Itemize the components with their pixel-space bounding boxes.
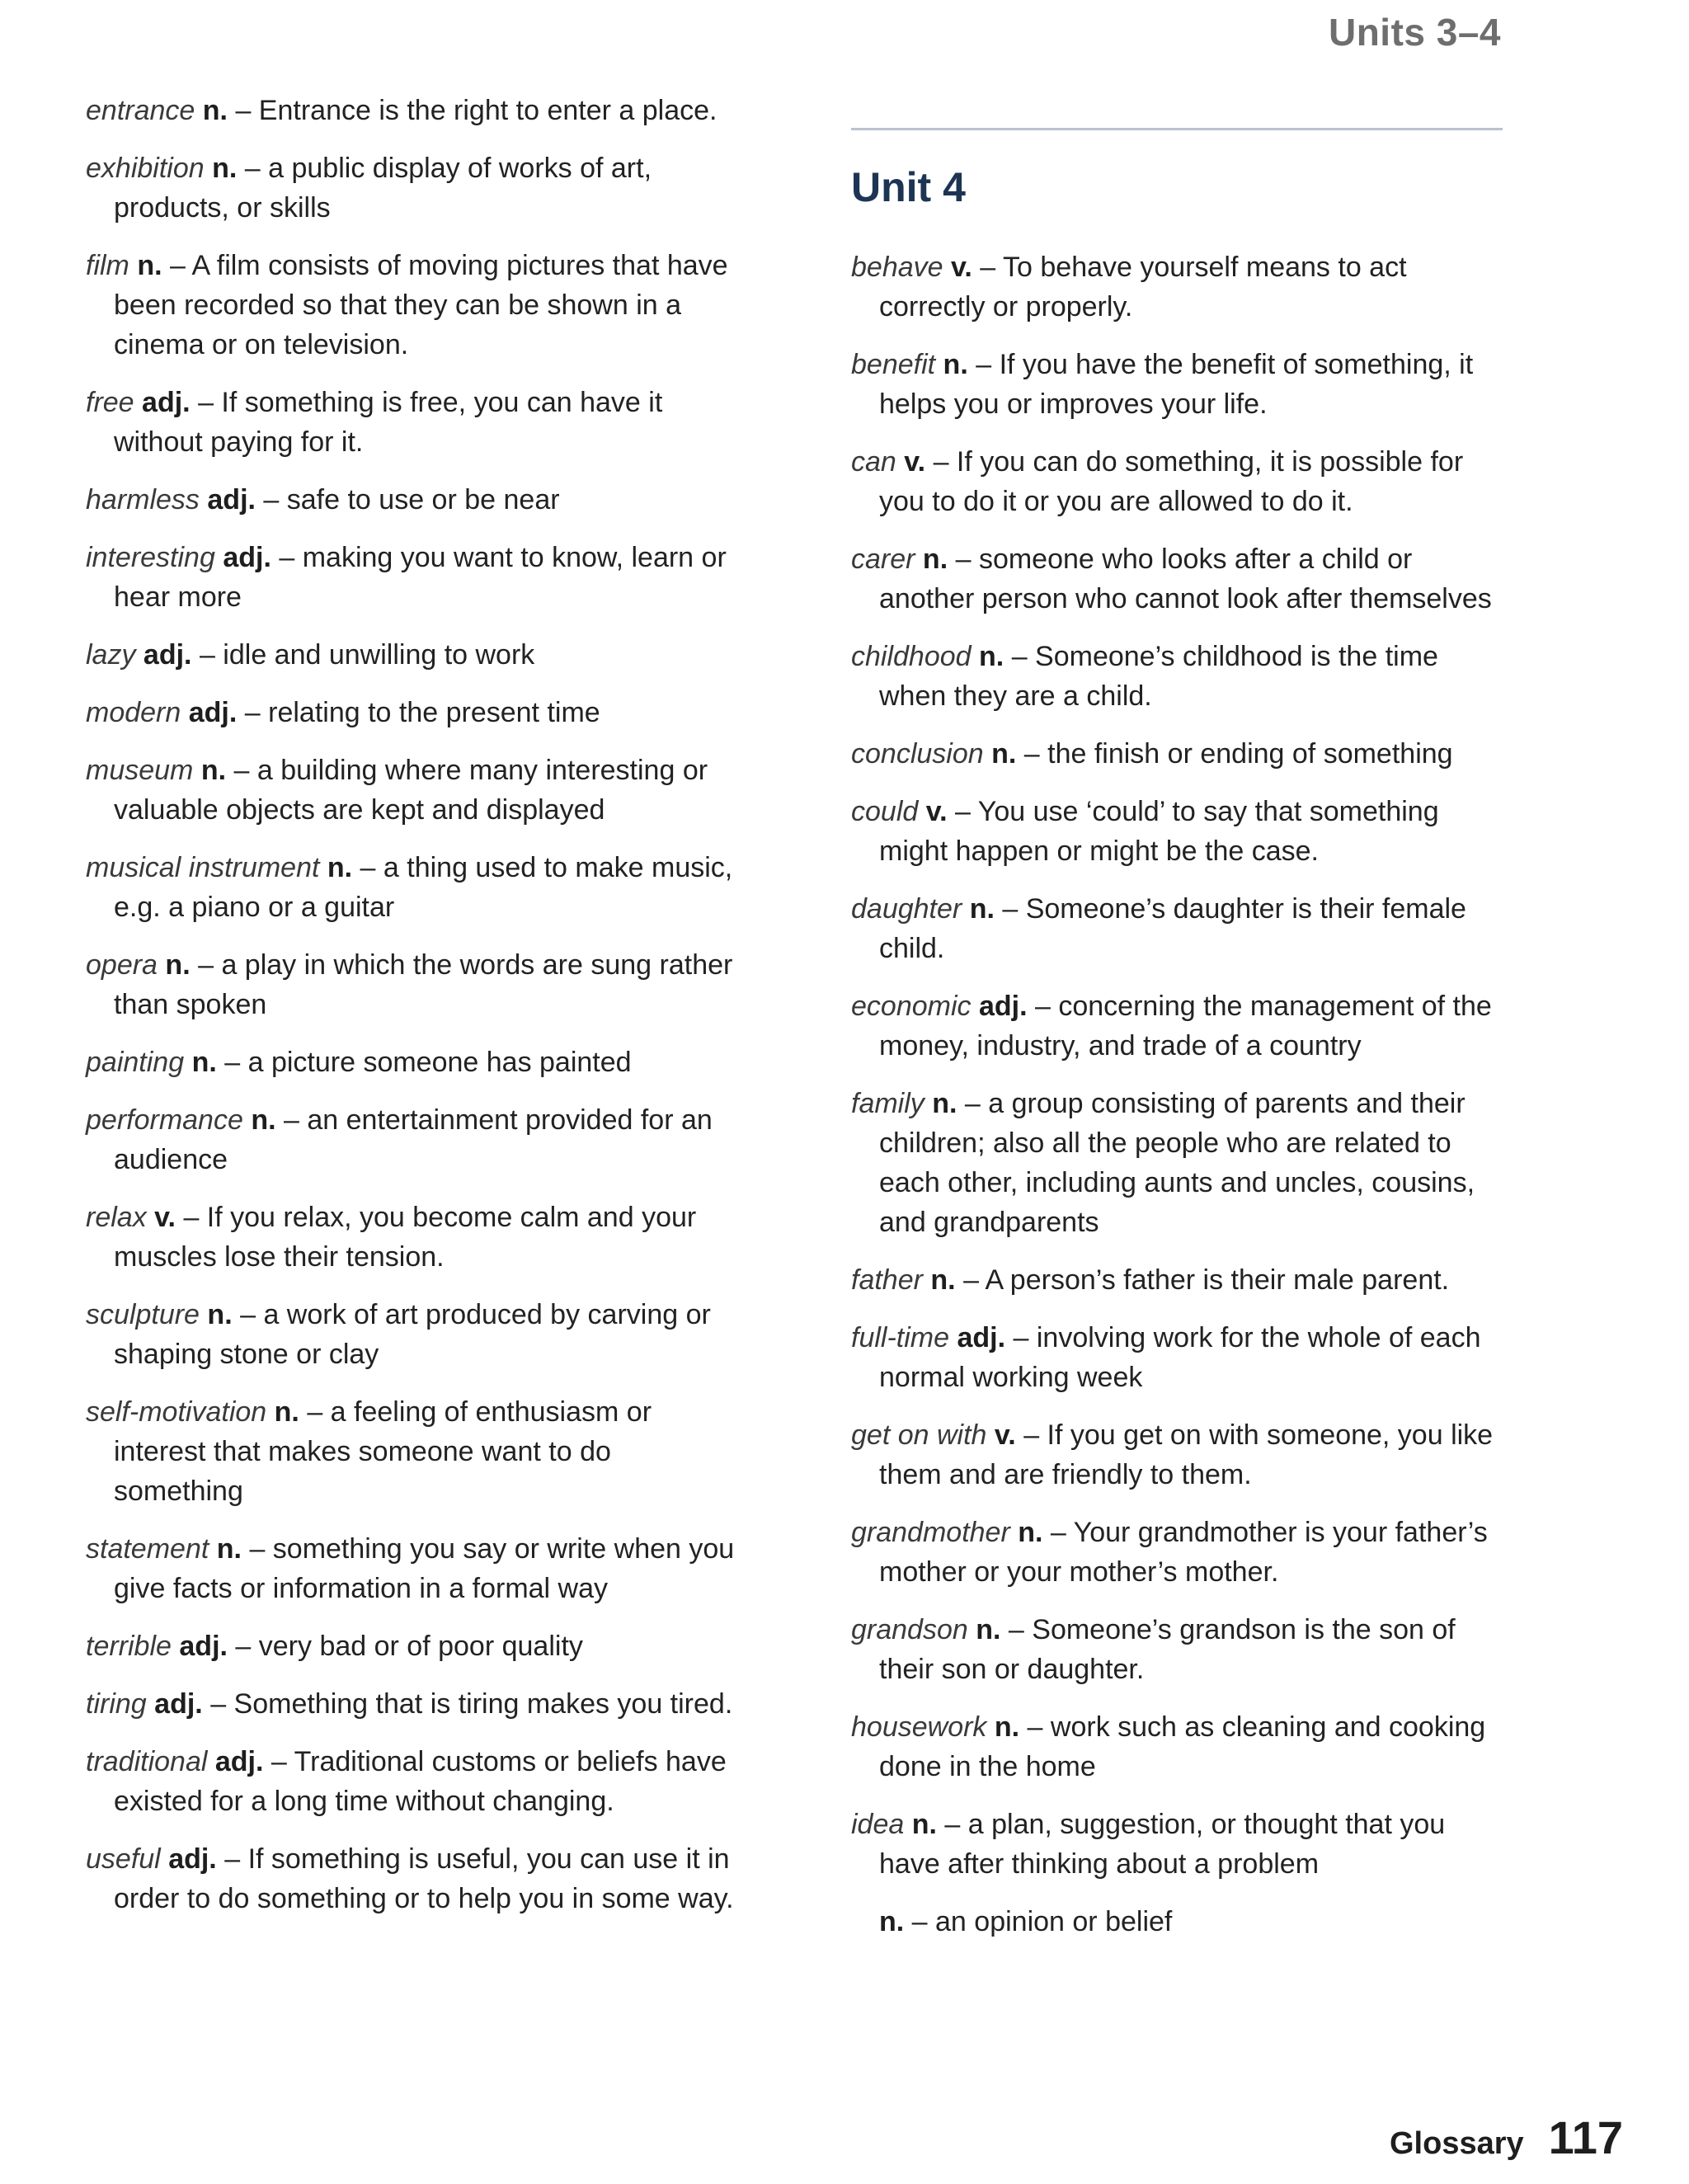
entry-part-of-speech: n. <box>979 641 1004 672</box>
entry-part-of-speech: adj. <box>207 484 256 515</box>
entry-definition: – a public display of works of art, products, or skills <box>114 153 652 224</box>
entry-term: free <box>86 387 134 418</box>
entry-term: opera <box>86 949 158 981</box>
entry-definition: – concerning the management of the money, industry, and trade of a country <box>879 991 1492 1061</box>
entry-part-of-speech: adj. <box>179 1631 228 1662</box>
entry-part-of-speech: n. <box>202 95 228 126</box>
entry-definition: – a building where many interesting or valuable objects are kept and displayed <box>114 755 708 826</box>
glossary-entry <box>86 848 746 927</box>
entry-part-of-speech: n. <box>200 755 227 786</box>
entry-definition: – a plan, suggestion, or thought that you have after thinking about a problem <box>879 1809 1446 1880</box>
glossary-entry <box>86 538 746 617</box>
entry-definition: – very bad or of poor quality <box>235 1631 583 1662</box>
entry-part-of-speech: adj. <box>223 542 271 573</box>
entry-term: lazy <box>86 639 136 671</box>
left-entries-list <box>86 91 746 1918</box>
entry-part-of-speech: adj. <box>143 639 192 671</box>
entry-definition: – an entertainment provided for an audience <box>114 1104 713 1175</box>
glossary-entry <box>86 1100 746 1179</box>
glossary-entry <box>86 91 746 130</box>
entry-definition: – safe to use or be near <box>263 484 560 515</box>
entry-definition: – A film consists of moving pictures that have been recorded so that they can be shown in a cinema or on television. <box>114 250 728 360</box>
glossary-entry <box>851 1805 1511 1884</box>
entry-part-of-speech: adj. <box>978 991 1028 1022</box>
entry-definition: – Traditional customs or beliefs have existed for a long time without changing. <box>114 1746 727 1817</box>
entry-term: father <box>851 1264 923 1296</box>
entry-term: full-time <box>851 1322 950 1353</box>
entry-term: family <box>851 1088 924 1119</box>
entry-definition: – Someone’s daughter is their female child. <box>879 893 1466 964</box>
entry-definition: – work such as cleaning and cooking done in the home <box>879 1711 1486 1782</box>
entry-definition: – a work of art produced by carving or shaping stone or clay <box>114 1299 711 1370</box>
entry-term: modern <box>86 697 181 728</box>
entry-definition: – making you want to know, learn or hear more <box>114 542 727 613</box>
entry-part-of-speech: adj. <box>214 1746 264 1777</box>
glossary-entry <box>86 1295 746 1374</box>
entry-term: interesting <box>86 542 215 573</box>
entry-term: film <box>86 250 129 281</box>
entry-term: relax <box>86 1202 147 1233</box>
entry-definition: – a group consisting of parents and their children; also all the people who are related to each other, including aunts and uncles, cousins, and grandparents <box>879 1088 1475 1238</box>
entry-term: housework <box>851 1711 987 1743</box>
glossary-entry <box>86 1626 746 1666</box>
entry-part-of-speech: v. <box>994 1419 1016 1451</box>
glossary-entry <box>851 442 1511 521</box>
entry-part-of-speech: n. <box>932 1088 957 1119</box>
entry-part-of-speech: n. <box>922 544 948 575</box>
glossary-entry <box>851 1902 1511 1942</box>
entry-definition: – something you say or write when you give facts or information in a formal way <box>114 1533 735 1604</box>
entry-definition: – Something that is tiring makes you tired. <box>210 1688 733 1720</box>
entry-part-of-speech: n. <box>165 949 191 981</box>
entry-part-of-speech: n. <box>137 250 162 281</box>
entry-part-of-speech: v. <box>951 252 972 283</box>
entry-part-of-speech: n. <box>251 1104 276 1136</box>
entry-definition: – If you have the benefit of something, it helps you or improves your life. <box>879 349 1474 420</box>
left-column <box>86 91 746 1937</box>
entry-definition: – involving work for the whole of each normal working week <box>879 1322 1481 1393</box>
entry-part-of-speech: adj. <box>154 1688 203 1720</box>
entry-part-of-speech: adj. <box>957 1322 1006 1353</box>
entry-part-of-speech: n. <box>207 1299 233 1330</box>
entry-definition: – If something is useful, you can use it in order to do something or to help you in some way. <box>114 1843 734 1914</box>
entry-part-of-speech: adj. <box>188 697 238 728</box>
glossary-entry <box>851 1318 1511 1397</box>
entry-definition: – an opinion or belief <box>911 1906 1173 1937</box>
entry-part-of-speech: adj. <box>168 1843 217 1875</box>
entry-term: carer <box>851 544 915 575</box>
entry-term: self-motivation <box>86 1396 267 1428</box>
entry-definition: – relating to the present time <box>244 697 600 728</box>
glossary-entry <box>851 1610 1511 1689</box>
glossary-entry <box>86 148 746 228</box>
glossary-entry <box>851 986 1511 1066</box>
entry-term: sculpture <box>86 1299 200 1330</box>
entry-definition: – If you get on with someone, you like them and are friendly to them. <box>879 1419 1494 1490</box>
entry-term: tiring <box>86 1688 147 1720</box>
glossary-entry <box>86 1392 746 1511</box>
entry-part-of-speech: n. <box>976 1614 1001 1645</box>
unit-title: Unit 4 <box>851 164 966 210</box>
glossary-entry <box>86 751 746 830</box>
glossary-entry <box>851 889 1511 968</box>
entry-part-of-speech: adj. <box>142 387 191 418</box>
entry-term: idea <box>851 1809 905 1840</box>
entry-term: conclusion <box>851 738 984 770</box>
entry-term: childhood <box>851 641 972 672</box>
entry-part-of-speech: v. <box>925 796 948 827</box>
glossary-entry <box>851 792 1511 871</box>
entry-definition: – the finish or ending of something <box>1023 738 1453 770</box>
entry-term: performance <box>86 1104 243 1136</box>
entry-part-of-speech: n. <box>274 1396 299 1428</box>
entry-term: exhibition <box>86 153 205 184</box>
entry-definition: – Someone’s grandson is the son of their son or daughter. <box>879 1614 1456 1685</box>
glossary-entry <box>86 1043 746 1082</box>
entry-part-of-speech: v. <box>154 1202 176 1233</box>
glossary-entry <box>851 637 1511 716</box>
entry-term: painting <box>86 1047 185 1078</box>
entry-part-of-speech: n. <box>191 1047 217 1078</box>
entry-term: could <box>851 796 919 827</box>
entry-part-of-speech: n. <box>991 738 1017 770</box>
glossary-entry <box>851 1084 1511 1242</box>
entry-part-of-speech: n. <box>911 1809 937 1840</box>
entry-definition: – If you can do something, it is possible for you to do it or you are allowed to do it. <box>879 446 1464 517</box>
entry-definition: – someone who looks after a child or another person who cannot look after themselves <box>879 544 1492 614</box>
footer-label: Glossary <box>1390 2126 1524 2161</box>
entry-term: harmless <box>86 484 200 515</box>
entry-term: useful <box>86 1843 161 1875</box>
glossary-entry <box>86 1198 746 1277</box>
entry-term: terrible <box>86 1631 172 1662</box>
entry-definition: – Someone’s childhood is the time when they are a child. <box>879 641 1438 712</box>
entry-term: musical instrument <box>86 852 320 883</box>
glossary-entry <box>851 345 1511 424</box>
entry-definition: – a thing used to make music, e.g. a piano or a guitar <box>114 852 733 923</box>
entry-term: economic <box>851 991 972 1022</box>
entry-definition: – If you relax, you become calm and your muscles lose their tension. <box>114 1202 697 1273</box>
entry-part-of-speech: n. <box>994 1711 1020 1743</box>
right-column <box>851 128 1511 1960</box>
entry-term: get on with <box>851 1419 987 1451</box>
glossary-entry <box>851 1707 1511 1786</box>
glossary-entry <box>86 246 746 365</box>
entry-part-of-speech: n. <box>212 153 238 184</box>
entry-term: statement <box>86 1533 209 1565</box>
entry-part-of-speech: n. <box>1018 1517 1043 1548</box>
page-footer <box>1390 2111 1623 2164</box>
entry-part-of-speech: n. <box>930 1264 956 1296</box>
entry-term: daughter <box>851 893 962 925</box>
entry-part-of-speech: n. <box>943 349 968 380</box>
glossary-entry <box>86 635 746 675</box>
glossary-entry <box>86 945 746 1024</box>
entry-term: benefit <box>851 349 936 380</box>
glossary-entry <box>851 539 1511 619</box>
entry-definition: – To behave yourself means to act correctly or properly. <box>879 252 1407 322</box>
glossary-entry <box>86 383 746 462</box>
entry-definition: – You use ‘could’ to say that something might happen or might be the case. <box>879 796 1439 867</box>
entry-definition: – a picture someone has painted <box>224 1047 632 1078</box>
glossary-entry <box>851 1415 1511 1494</box>
glossary-entry <box>86 1684 746 1724</box>
entry-term: traditional <box>86 1746 208 1777</box>
entry-definition: – A person’s father is their male parent. <box>963 1264 1450 1296</box>
entry-definition: – idle and unwilling to work <box>199 639 535 671</box>
entry-part-of-speech: n. <box>969 893 995 925</box>
entry-definition: – a feeling of enthusiasm or interest that makes someone want to do something <box>114 1396 652 1507</box>
entry-part-of-speech: v. <box>904 446 926 478</box>
entry-term: museum <box>86 755 194 786</box>
entry-part-of-speech: n. <box>327 852 353 883</box>
glossary-entry <box>86 693 746 732</box>
glossary-entry <box>851 734 1511 774</box>
glossary-entry <box>86 1742 746 1821</box>
entry-part-of-speech: n. <box>216 1533 242 1565</box>
glossary-entry <box>86 480 746 520</box>
glossary-entry <box>86 1529 746 1608</box>
glossary-entry <box>851 1513 1511 1592</box>
entry-term: can <box>851 446 896 478</box>
entry-term: grandson <box>851 1614 968 1645</box>
entry-definition: – Entrance is the right to enter a place. <box>235 95 717 126</box>
entry-term: grandmother <box>851 1517 1010 1548</box>
section-divider <box>851 128 1503 130</box>
entry-part-of-speech: n. <box>879 1906 905 1937</box>
running-head: Units 3–4 <box>1328 11 1501 54</box>
glossary-entry <box>851 247 1511 327</box>
entry-term: behave <box>851 252 943 283</box>
entry-term: entrance <box>86 95 195 126</box>
glossary-entry <box>86 1839 746 1918</box>
right-entries-list <box>851 247 1511 1942</box>
entry-definition: – Your grandmother is your father’s mother or your mother’s mother. <box>879 1517 1488 1588</box>
entry-definition: – a play in which the words are sung rather than spoken <box>114 949 733 1020</box>
glossary-entry <box>851 1260 1511 1300</box>
entry-definition: – If something is free, you can have it without paying for it. <box>114 387 663 458</box>
page-number: 117 <box>1548 2111 1623 2163</box>
